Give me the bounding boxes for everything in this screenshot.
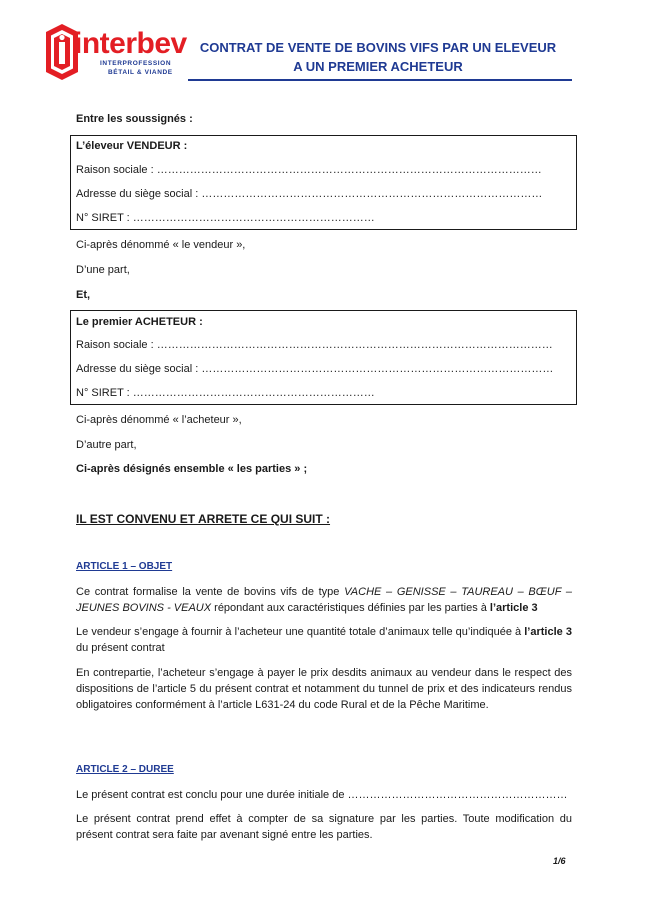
interbev-logo xyxy=(42,22,187,84)
intro-text: Entre les soussignés : xyxy=(76,113,193,125)
buyer-raison-field: Raison sociale : ……………………………………………………………………………………………… xyxy=(76,339,553,351)
article-3-reference-2: l’article 3 xyxy=(524,626,572,638)
article-1-p2-end: du présent contrat xyxy=(76,642,165,654)
other-part-text: D’autre part, xyxy=(76,439,137,451)
title-underline xyxy=(188,79,572,81)
buyer-heading: Le premier ACHETEUR : xyxy=(76,316,203,328)
seller-box xyxy=(70,135,577,230)
article-1-paragraph-3: En contrepartie, l’acheteur s’engage à payer le prix desdits animaux au vendeur dans le respect des dispositions de l’article 5 du présent contrat et notamment du tunnel de prix et des indicateurs rendus obligatoires conformément à l’article L631-24 du code Rural et de la Pêche Maritime. xyxy=(76,667,572,711)
logo-subtitle-1: INTERPROFESSION xyxy=(100,60,172,67)
article-2-paragraph-2: Le présent contrat prend effet à compter de sa signature par les parties. Toute modification du présent contrat sera faite par avenant signé entre les parties. xyxy=(76,813,572,841)
article-1-p1-mid: répondant aux caractéristiques définies par les parties à xyxy=(211,602,490,614)
page-number: 1/6 xyxy=(553,856,566,866)
buyer-named-text: Ci-après dénommé « l’acheteur », xyxy=(76,414,242,426)
buyer-box xyxy=(70,310,577,405)
seller-heading: L’éleveur VENDEUR : xyxy=(76,140,188,152)
logo-subtitle-2: BÉTAIL & VIANDE xyxy=(108,69,173,76)
title-line-2: A UN PREMIER ACHETEUR xyxy=(293,59,463,74)
title-line-1: CONTRAT DE VENTE DE BOVINS VIFS PAR UN ELEVEUR xyxy=(199,40,557,55)
buyer-address-field: Adresse du siège social : …………………………………………………………………………………… xyxy=(76,363,554,375)
article-2-title: ARTICLE 2 – DUREE xyxy=(76,764,174,775)
buyer-siret-field: N° SIRET : ………………………………………………………… xyxy=(76,387,375,399)
and-text: Et, xyxy=(76,289,91,301)
article-3-reference: l’article 3 xyxy=(489,602,538,614)
bovine-types: VACHE – GENISSE – TAUREAU – BŒUF – JEUNES BOVINS - VEAUX xyxy=(76,586,573,614)
seller-siret-field: N° SIRET : ………………………………………………………… xyxy=(76,212,375,224)
article-2-paragraph-1: Le présent contrat est conclu pour une durée initiale de …………………………………………………… xyxy=(76,789,568,801)
article-1-paragraph-2 xyxy=(76,624,572,656)
logo-wordmark: interbev xyxy=(74,27,187,60)
article-1-paragraph-1 xyxy=(76,584,572,616)
article-1-p1-start: Ce contrat formalise la vente de bovins vifs de type xyxy=(76,586,345,598)
seller-address-field: Adresse du siège social : ………………………………………………………………………………… xyxy=(76,188,543,200)
one-part-text: D’une part, xyxy=(76,264,130,276)
seller-named-text: Ci-après dénommé « le vendeur », xyxy=(76,239,246,251)
seller-raison-field: Raison sociale : …………………………………………………………………………………………… xyxy=(76,164,542,176)
article-1-p2-start: Le vendeur s’engage à fournir à l’acheteur une quantité totale d’animaux telle qu’indiquée à xyxy=(76,626,525,638)
document-title xyxy=(188,38,568,76)
article-1-title: ARTICLE 1 – OBJET xyxy=(76,561,173,572)
agreement-heading: IL EST CONVENU ET ARRETE CE QUI SUIT : xyxy=(76,512,331,526)
together-text: Ci-après désignés ensemble « les parties » ; xyxy=(76,463,308,475)
